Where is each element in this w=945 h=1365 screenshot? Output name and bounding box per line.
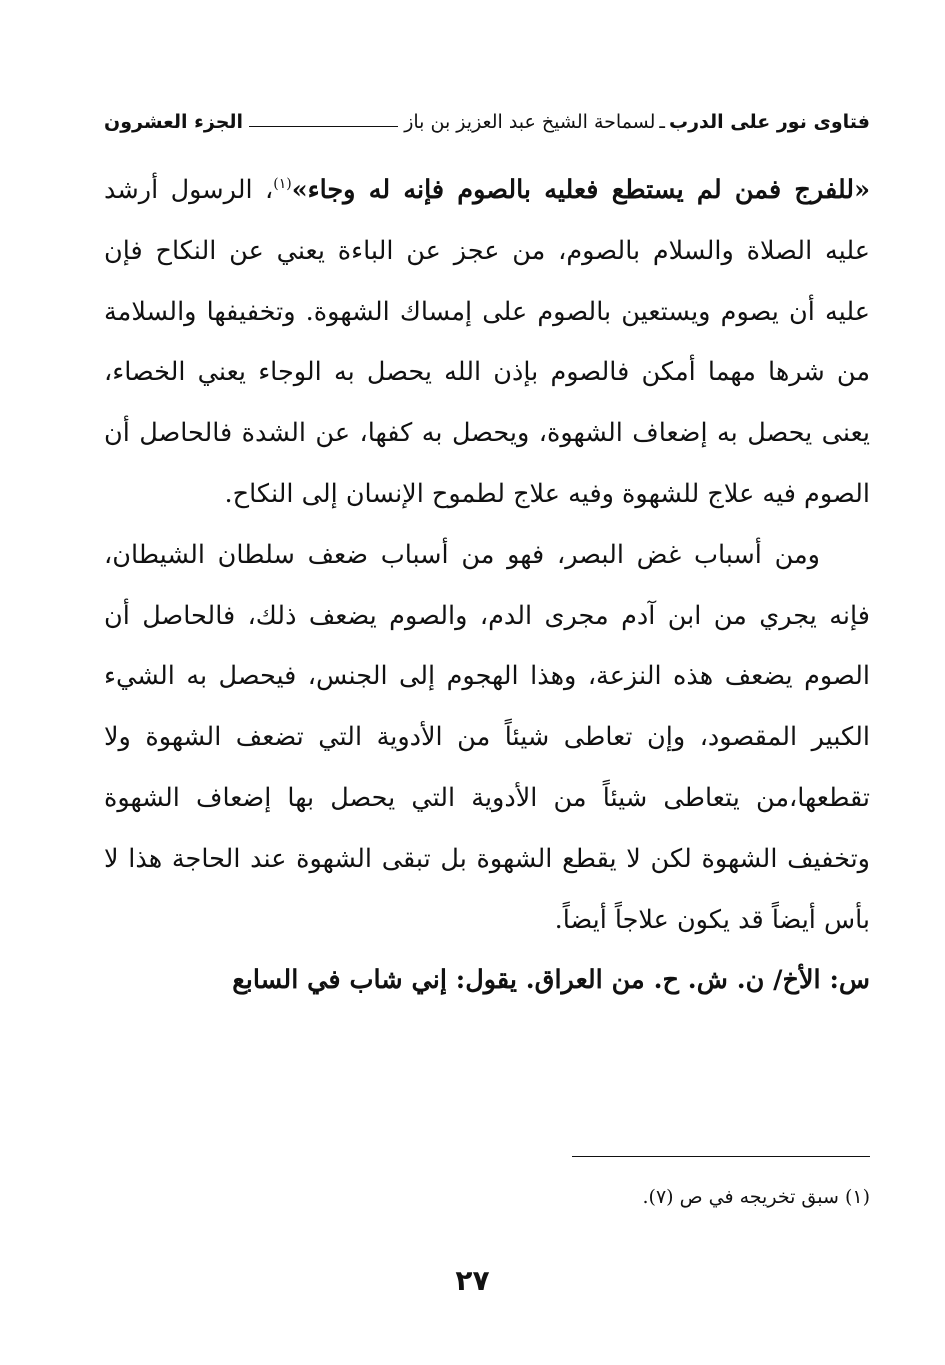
paragraph-2: ومن أسباب غض البصر، فهو من أسباب ضعف سلطان الشيطان، فإنه يجري من ابن آدم مجرى الدم، والصوم يضعف ذلك، فالحاصل أن الصوم يضعف هذه النزعة، وهذا الهجوم إلى الجنس، فيحصل به الشيء الكبير المقصود، وإن تعاطى شيئاً من الأدوية التي تضعف الشهوة ولا تقطعها،من يتعاطى شيئاً من الأدوية التي يحصل بها إضعاف الشهوة وتخفيف الشهوة لكن لا يقطع الشهوة بل تبقى الشهوة عند الحاجة هذا لا بأس أيضاً قد يكون علاجاً أيضاً. bbox=[104, 539, 870, 935]
paragraph-1 bbox=[104, 160, 870, 525]
header-dash: ـ bbox=[659, 111, 665, 133]
hadith-quote: «للفرج فمن لم يستطع فعليه بالصوم فإنه له وجاء» bbox=[291, 175, 870, 205]
footnote-divider bbox=[572, 1156, 870, 1157]
page-number: ٢٧ bbox=[455, 1264, 490, 1297]
running-header bbox=[104, 104, 870, 140]
question-line: س: الأخ/ ن. ش. ح. من العراق. يقول: إني شاب في السابع bbox=[232, 965, 870, 996]
paragraph-1-text: ، الرسول أرشد عليه الصلاة والسلام بالصوم، من عجز عن الباءة يعني عن النكاح فإن عليه أن يصوم ويستعين بالصوم على إمساك الشهوة. وتخفيفها والسلامة من شرها مهما أمكن فالصوم بإذن الله يحصل به الوجاء يعني الخصاء، يعنى يحصل به إضعاف الشهوة، ويحصل به كفها، عن الشدة فالحاصل أن الصوم فيه علاج للشهوة وفيه علاج لطموح الإنسان إلى النكاح. bbox=[104, 175, 870, 509]
header-book-title: فتاوى نور على الدرب bbox=[669, 111, 870, 133]
header-rule bbox=[249, 126, 398, 127]
footnote: (١) سبق تخريجه في ص (٧). bbox=[642, 1186, 870, 1208]
main-text bbox=[104, 160, 870, 1011]
header-volume: الجزء العشرون bbox=[104, 111, 244, 133]
header-author: لسماحة الشيخ عبد العزيز بن باز bbox=[404, 111, 656, 133]
footnote-ref: (١) bbox=[273, 176, 292, 192]
